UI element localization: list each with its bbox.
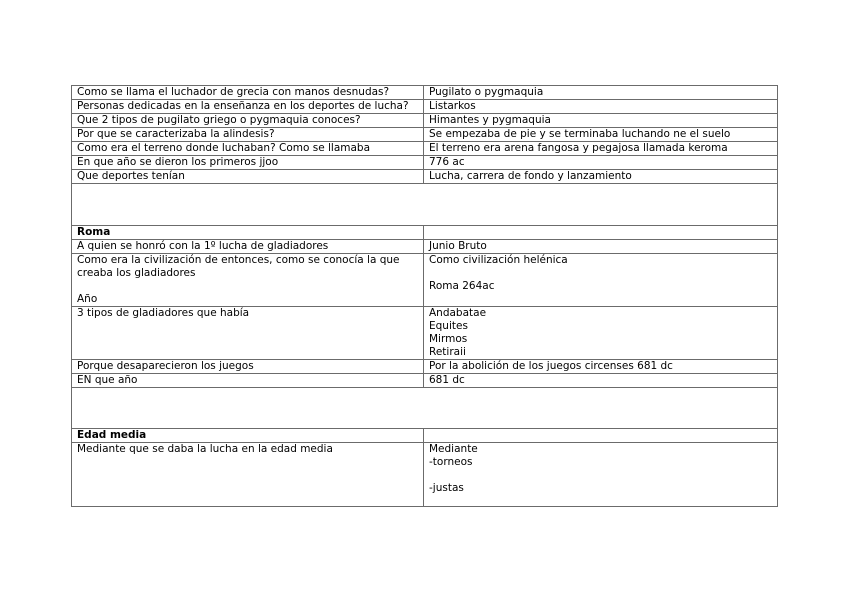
answer-cell: Mediante -torneos -justas <box>424 443 778 507</box>
answer-cell: 681 dc <box>424 374 778 388</box>
table-row <box>72 360 778 374</box>
question-cell: En que año se dieron los primeros jjoo <box>72 156 424 170</box>
table-row <box>72 156 778 170</box>
table-row <box>72 142 778 156</box>
section-title: Roma <box>72 226 424 240</box>
table-row <box>72 374 778 388</box>
table-row <box>72 254 778 307</box>
table-row <box>72 240 778 254</box>
section-header-row <box>72 226 778 240</box>
answer-cell: Por la abolición de los juegos circenses 681 dc <box>424 360 778 374</box>
table-row <box>72 170 778 184</box>
answer-cell: 776 ac <box>424 156 778 170</box>
answer-cell: Himantes y pygmaquia <box>424 114 778 128</box>
table-row <box>72 114 778 128</box>
empty-row <box>72 388 778 429</box>
question-cell: 3 tipos de gladiadores que había <box>72 307 424 360</box>
empty-row <box>72 184 778 226</box>
answer-cell <box>424 429 778 443</box>
empty-cell <box>72 388 778 429</box>
question-cell: Personas dedicadas en la enseñanza en los deportes de lucha? <box>72 100 424 114</box>
question-cell: Como se llama el luchador de grecia con manos desnudas? <box>72 86 424 100</box>
answer-cell: Se empezaba de pie y se terminaba luchando ne el suelo <box>424 128 778 142</box>
table-row <box>72 100 778 114</box>
table-row <box>72 86 778 100</box>
section-title: Edad media <box>72 429 424 443</box>
question-cell: Mediante que se daba la lucha en la edad media <box>72 443 424 507</box>
question-cell: Que deportes tenían <box>72 170 424 184</box>
question-cell: EN que año <box>72 374 424 388</box>
questions-table <box>71 85 778 507</box>
answer-cell: Lucha, carrera de fondo y lanzamiento <box>424 170 778 184</box>
question-cell: Porque desaparecieron los juegos <box>72 360 424 374</box>
answer-cell: Junio Bruto <box>424 240 778 254</box>
table-row <box>72 307 778 360</box>
question-cell: A quien se honró con la 1º lucha de gladiadores <box>72 240 424 254</box>
question-cell: Que 2 tipos de pugilato griego o pygmaquia conoces? <box>72 114 424 128</box>
table-row <box>72 443 778 507</box>
table-row <box>72 128 778 142</box>
empty-cell <box>72 184 778 226</box>
answer-cell: Listarkos <box>424 100 778 114</box>
answer-cell: Pugilato o pygmaquia <box>424 86 778 100</box>
question-cell: Como era la civilización de entonces, como se conocía la que creaba los gladiadores Año <box>72 254 424 307</box>
question-cell: Por que se caracterizaba la alindesis? <box>72 128 424 142</box>
answer-cell: El terreno era arena fangosa y pegajosa llamada keroma <box>424 142 778 156</box>
question-cell: Como era el terreno donde luchaban? Como se llamaba <box>72 142 424 156</box>
answer-cell: Como civilización helénica Roma 264ac <box>424 254 778 307</box>
answer-cell <box>424 226 778 240</box>
answer-cell: Andabatae Equites Mirmos Retiraii <box>424 307 778 360</box>
section-header-row <box>72 429 778 443</box>
